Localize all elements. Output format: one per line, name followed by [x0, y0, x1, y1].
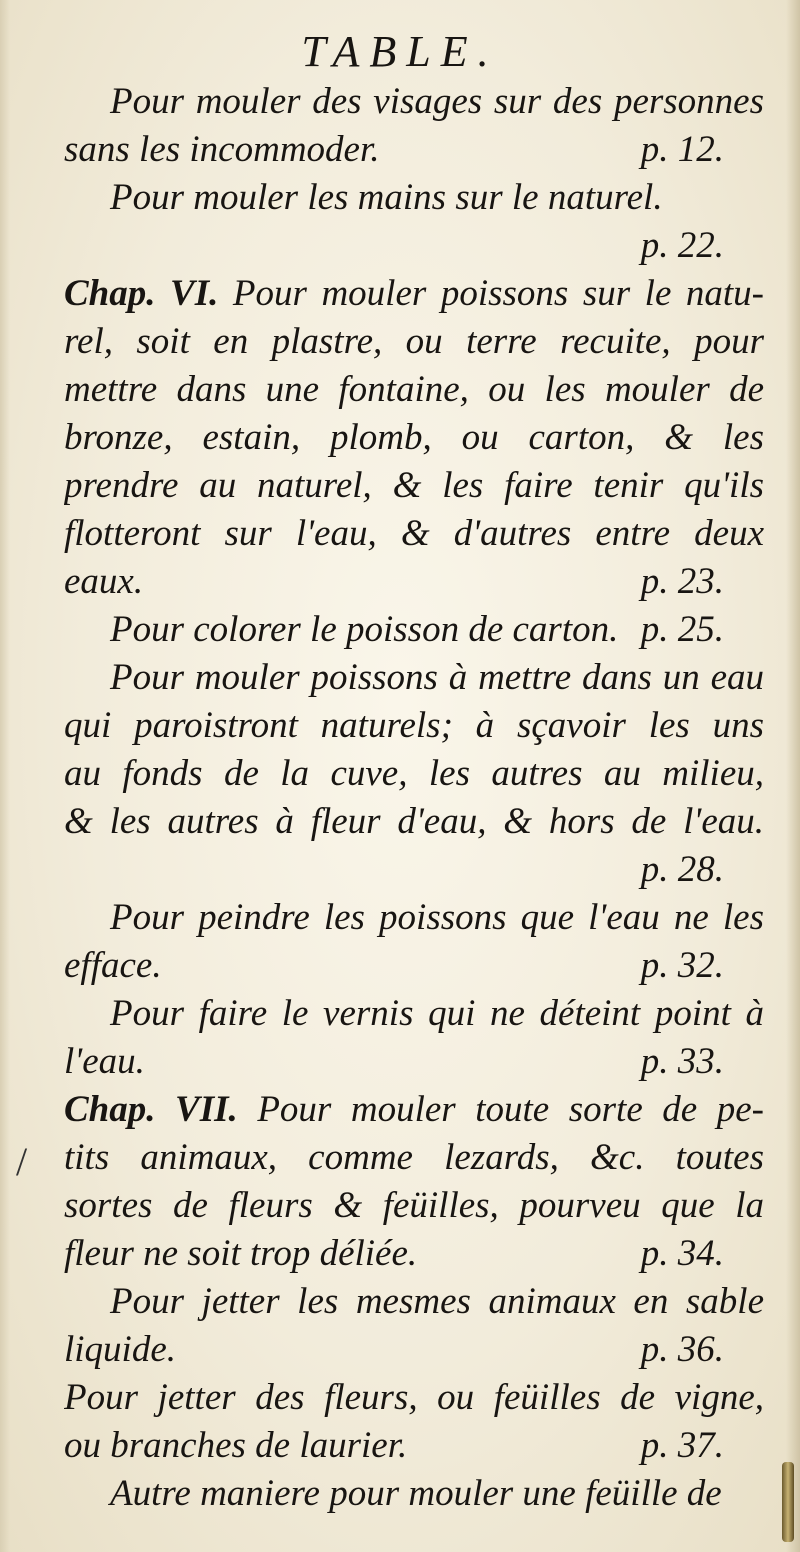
toc-line	[64, 1326, 764, 1374]
chapter-number: Chap. VII.	[64, 1089, 238, 1130]
toc-line	[64, 750, 764, 798]
toc-line	[64, 990, 764, 1038]
entry-text: Pour peindre les poissons que l'eau ne les	[110, 897, 764, 938]
toc-line	[64, 1230, 764, 1278]
entry-text: Pour mouler des visages sur des personnes	[110, 81, 764, 122]
toc-line	[64, 366, 764, 414]
toc-line	[64, 126, 764, 174]
page-reference: p. 33.	[640, 1041, 724, 1082]
entry-text: flotteront sur l'eau, & d'autres entre deux	[64, 513, 764, 554]
entry-text: qui paroistront naturels; à sçavoir les uns	[64, 705, 764, 746]
page-reference: p. 37.	[640, 1425, 724, 1466]
page-reference: p. 23.	[640, 561, 724, 602]
toc-line	[64, 318, 764, 366]
entry-text: l'eau.	[64, 1041, 145, 1082]
toc-line	[64, 942, 764, 990]
toc-line	[64, 1134, 764, 1182]
entry-text: fleur ne soit trop déliée.	[64, 1233, 418, 1274]
toc-line	[64, 702, 764, 750]
entry-text: Pour mouler poissons à mettre dans un eau	[110, 657, 764, 698]
entry-text: Pour colorer le poisson de carton.	[110, 609, 619, 650]
page-reference: p. 32.	[640, 945, 724, 986]
page-reference: p. 25.	[640, 609, 724, 650]
entry-text: efface.	[64, 945, 162, 986]
entry-text: Pour mouler toute sorte de pe-	[257, 1089, 764, 1130]
toc-line	[64, 222, 764, 270]
entry-text: ou branches de laurier.	[64, 1425, 408, 1466]
toc-line	[64, 1278, 764, 1326]
toc-line	[64, 1374, 764, 1422]
toc-line	[64, 558, 764, 606]
toc-line	[64, 270, 764, 318]
entry-text: & les autres à fleur d'eau, & hors de l'eau.	[64, 801, 764, 842]
entry-text: bronze, estain, plomb, ou carton, & les	[64, 417, 764, 458]
toc-line	[64, 654, 764, 702]
page-reference: p. 28.	[640, 849, 724, 890]
toc-line	[64, 1470, 764, 1518]
entry-text: rel, soit en plastre, ou terre recuite, pour	[64, 321, 764, 362]
entry-text: Pour mouler poissons sur le natu-	[232, 273, 764, 314]
toc-line	[64, 78, 764, 126]
toc-line	[64, 510, 764, 558]
chapter-number: Chap. VI.	[64, 273, 219, 314]
toc-line	[64, 174, 764, 222]
entry-text: sans les incommoder.	[64, 129, 380, 170]
toc-line	[64, 1182, 764, 1230]
page-reference: p. 22.	[640, 225, 724, 266]
entry-text: Autre maniere pour mouler une feüille de	[110, 1473, 722, 1514]
toc-line	[64, 462, 764, 510]
toc-line	[64, 1038, 764, 1086]
entry-text: eaux.	[64, 561, 144, 602]
toc-line	[64, 1422, 764, 1470]
entry-text: Pour jetter les mesmes animaux en sable	[110, 1281, 764, 1322]
page-edge-left	[0, 0, 10, 1552]
margin-mark: /	[16, 1139, 28, 1184]
page-reference: p. 12.	[640, 129, 724, 170]
entry-text: Pour faire le vernis qui ne déteint point à	[110, 993, 764, 1034]
entry-text: Pour jetter des fleurs, ou feüilles de vigne,	[64, 1377, 764, 1418]
entry-text: au fonds de la cuve, les autres au milieu,	[64, 753, 764, 794]
entry-text: liquide.	[64, 1329, 177, 1370]
binding-thread	[782, 1462, 794, 1542]
table-of-contents	[64, 78, 764, 1518]
running-head: TABLE.	[301, 27, 499, 76]
entry-text: tits animaux, comme lezards, &c. toutes	[64, 1137, 764, 1178]
toc-line	[64, 846, 764, 894]
toc-line	[64, 894, 764, 942]
page-reference: p. 34.	[640, 1233, 724, 1274]
toc-line	[64, 606, 764, 654]
entry-text: prendre au naturel, & les faire tenir qu'ils	[64, 465, 764, 506]
entry-text: Pour mouler les mains sur le naturel.	[110, 177, 663, 218]
page-reference: p. 36.	[640, 1329, 724, 1370]
toc-line	[64, 1086, 764, 1134]
entry-text: sortes de fleurs & feüilles, pourveu que la	[64, 1185, 764, 1226]
toc-line	[64, 414, 764, 462]
entry-text: mettre dans une fontaine, ou les mouler de	[64, 369, 764, 410]
page-edge-right	[786, 0, 800, 1552]
toc-line	[64, 798, 764, 846]
